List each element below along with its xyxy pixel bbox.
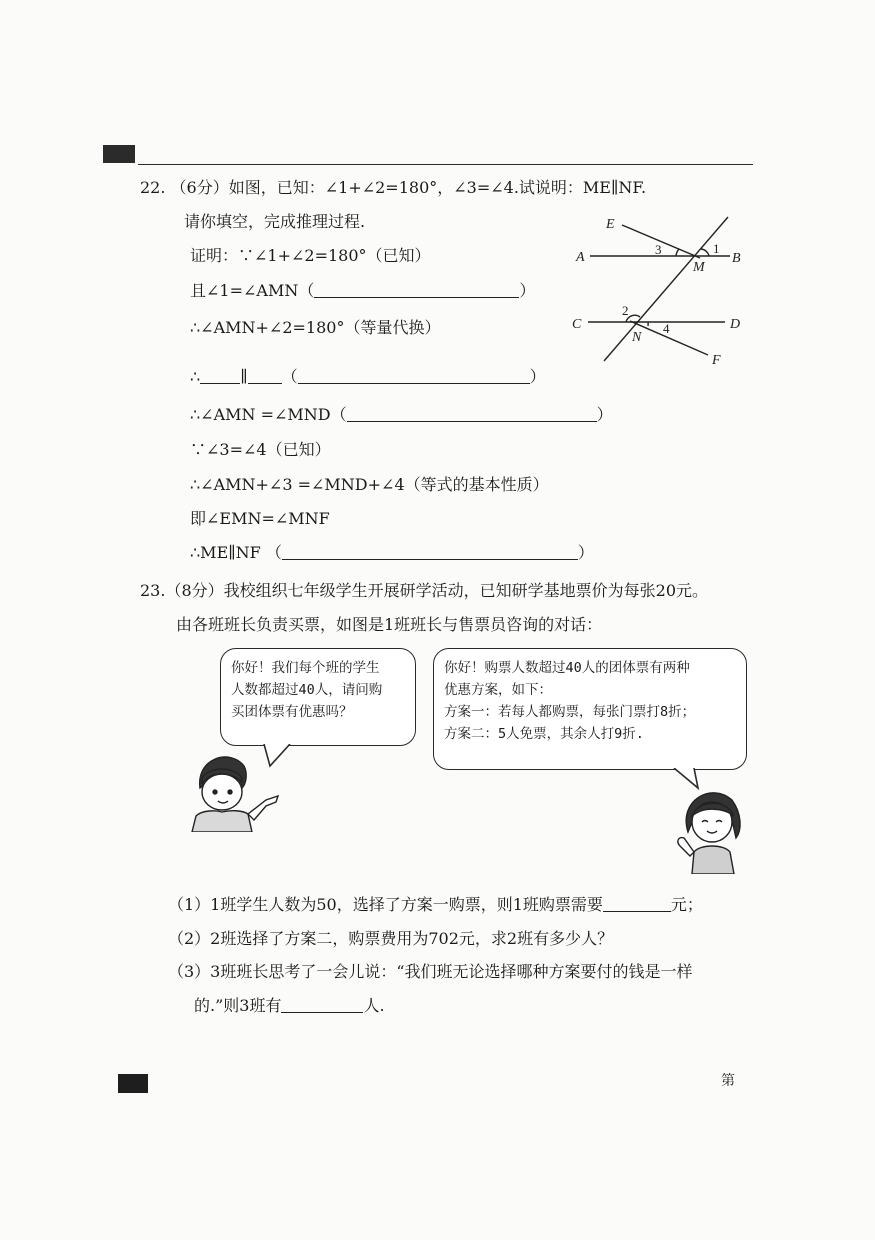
transversal-mn (604, 217, 728, 361)
label-angle-4: 4 (663, 321, 670, 336)
answer-blank[interactable] (603, 895, 671, 912)
sub1-unit: 元； (670, 895, 703, 914)
proof-text: 证明：∵∠1+∠2=180°（已知） (190, 246, 431, 265)
bubble-text: 你好！我们每个班的学生 (231, 660, 380, 676)
header-mark (103, 145, 135, 163)
proof-line-8 (190, 508, 330, 530)
q23-number: 23. (140, 581, 166, 600)
speech-bubble-right (433, 648, 747, 770)
sub3-text: 的.”则3班有 (194, 996, 282, 1015)
proof-line-4 (190, 366, 546, 388)
q23-line2: 由各班班长负责买票，如图是1班班长与售票员咨询的对话： (176, 615, 603, 634)
label-f: F (712, 353, 721, 368)
proof-line-3 (190, 317, 440, 339)
footer-mark (118, 1074, 148, 1093)
q23-sub3-line1: （3）3班班长思考了一会儿说：“我们班无论选择哪种方案要付的钱是一样 (168, 962, 693, 981)
answer-blank[interactable] (281, 996, 363, 1013)
proof-text: 即∠EMN=∠MNF (190, 509, 330, 528)
answer-blank[interactable] (347, 405, 597, 422)
label-angle-1: 1 (713, 241, 720, 256)
proof-text: ∴ME∥NF （ (190, 543, 282, 562)
proof-line-1 (190, 245, 431, 267)
proof-line-6 (190, 439, 331, 461)
proof-text: ∥ (240, 367, 248, 386)
geometry-figure (560, 205, 760, 375)
proof-text: ∴ (190, 367, 201, 386)
q23-sub1 (168, 894, 703, 916)
proof-text: ∴∠AMN+∠3 =∠MND+∠4（等式的基本性质） (190, 475, 549, 494)
bubble-text: 人数都超过40人，请问购 (231, 682, 383, 698)
angle-3-arc (676, 249, 679, 256)
proof-text: 且∠1=∠AMN（ (190, 281, 315, 300)
answer-blank[interactable] (200, 367, 240, 384)
proof-text: （ (281, 367, 298, 386)
answer-blank[interactable] (282, 543, 578, 560)
sub3-unit: 人. (363, 996, 385, 1015)
label-b: B (732, 251, 741, 266)
q23-title: （8分）我校组织七年级学生开展研学活动，已知研学基地票价为每张20元。 (165, 581, 708, 600)
proof-text: ） (519, 281, 536, 300)
q23-header (140, 580, 708, 602)
proof-line-9 (190, 542, 594, 564)
speech-bubble-left (220, 648, 416, 746)
proof-line-5 (190, 404, 613, 426)
proof-text: ） (529, 367, 546, 386)
header-rule (138, 164, 753, 165)
q23-sub2: （2）2班选择了方案二，购票费用为702元，求2班有多少人？ (168, 929, 614, 948)
page-marker: 第 (721, 1073, 735, 1089)
proof-text: ∵∠3=∠4（已知） (190, 440, 331, 459)
answer-blank[interactable] (314, 281, 519, 298)
proof-text: ） (596, 405, 613, 424)
proof-line-2 (190, 280, 535, 302)
bubble-text: 你好！购票人数超过40人的团体票有两种 (444, 660, 690, 676)
bubble-text: 优惠方案，如下： (444, 682, 552, 698)
label-m: M (693, 260, 705, 275)
label-d: D (730, 317, 741, 332)
label-angle-3: 3 (655, 242, 662, 257)
bubble-text: 方案一：若每人都购票，每张门票打8折； (444, 704, 696, 720)
proof-line-7 (190, 474, 549, 496)
label-angle-2: 2 (622, 303, 629, 318)
q22-instruction: 请你填空，完成推理过程. (184, 212, 366, 231)
q22-header (140, 177, 646, 199)
label-a: A (576, 250, 585, 265)
girl-illustration (672, 780, 748, 874)
boy-illustration (186, 748, 282, 832)
label-e: E (606, 217, 615, 232)
answer-blank[interactable] (248, 367, 282, 384)
sub1-text: （1）1班学生人数为50，选择了方案一购票，则1班购票需要 (168, 895, 603, 914)
bubble-text: 方案二：5人免票，其余人打9折. (444, 726, 644, 742)
answer-blank[interactable] (298, 367, 530, 384)
proof-text: ） (577, 543, 594, 562)
label-c: C (572, 317, 582, 332)
label-n: N (632, 330, 642, 345)
bubble-text: 买团体票有优惠吗？ (231, 704, 353, 720)
proof-text: ∴∠AMN+∠2=180°（等量代换） (190, 318, 441, 337)
angle-1-arc (701, 249, 709, 256)
q23-sub3-line2 (194, 995, 385, 1017)
q22-title: （6分）如图，已知：∠1+∠2=180°，∠3=∠4.试说明：ME∥NF. (170, 178, 647, 197)
proof-text: ∴∠AMN =∠MND（ (190, 405, 347, 424)
q22-number: 22. (140, 178, 166, 197)
